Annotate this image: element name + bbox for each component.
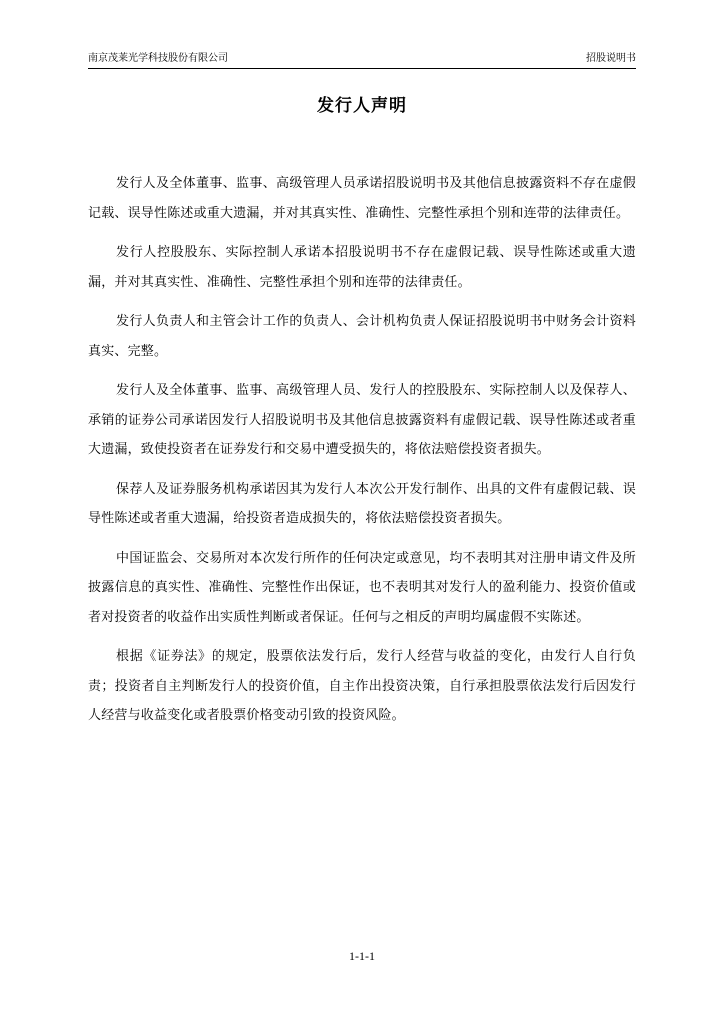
paragraph-5: 保荐人及证券服务机构承诺因其为发行人本次公开发行制作、出具的文件有虚假记载、误导性陈述或者重大遗漏，给投资者造成损失的，将依法赔偿投资者损失。	[88, 481, 636, 526]
header-document-type: 招股说明书	[586, 53, 636, 64]
paragraph-7: 根据《证券法》的规定，股票依法发行后，发行人经营与收益的变化，由发行人自行负责；投资者自主判断发行人的投资价值，自主作出投资决策，自行承担股票依法发行后因发行人经营与收益变化或者股票价格变动引致的投资风险。	[88, 649, 636, 723]
page-number: 1-1-1	[349, 949, 375, 963]
paragraph-2: 发行人控股股东、实际控制人承诺本招股说明书不存在虚假记载、误导性陈述或重大遗漏，并对其真实性、准确性、完整性承担个别和连带的法律责任。	[88, 245, 636, 290]
paragraph-1: 发行人及全体董事、监事、高级管理人员承诺招股说明书及其他信息披露资料不存在虚假记载、误导性陈述或重大遗漏，并对其真实性、准确性、完整性承担个别和连带的法律责任。	[88, 176, 636, 221]
paragraph-6: 中国证监会、交易所对本次发行所作的任何决定或意见，均不表明其对注册申请文件及所披露信息的真实性、准确性、完整性作出保证，也不表明其对发行人的盈利能力、投资价值或者对投资者的收益作出实质性判断或者保证。任何与之相反的声明均属虚假不实陈述。	[88, 550, 636, 625]
statement-body	[88, 169, 636, 741]
page-title: 发行人声明	[317, 96, 407, 116]
paragraph-3: 发行人负责人和主管会计工作的负责人、会计机构负责人保证招股说明书中财务会计资料真实、完整。	[88, 314, 636, 359]
paragraph-4: 发行人及全体董事、监事、高级管理人员、发行人的控股股东、实际控制人以及保荐人、承销的证券公司承诺因发行人招股说明书及其他信息披露资料有虚假记载、误导性陈述或者重大遗漏，致使投资者在证券发行和交易中遭受损失的，将依法赔偿投资者损失。	[88, 383, 636, 457]
header-company-name: 南京茂莱光学科技股份有限公司	[88, 53, 228, 64]
page-header	[88, 50, 636, 69]
